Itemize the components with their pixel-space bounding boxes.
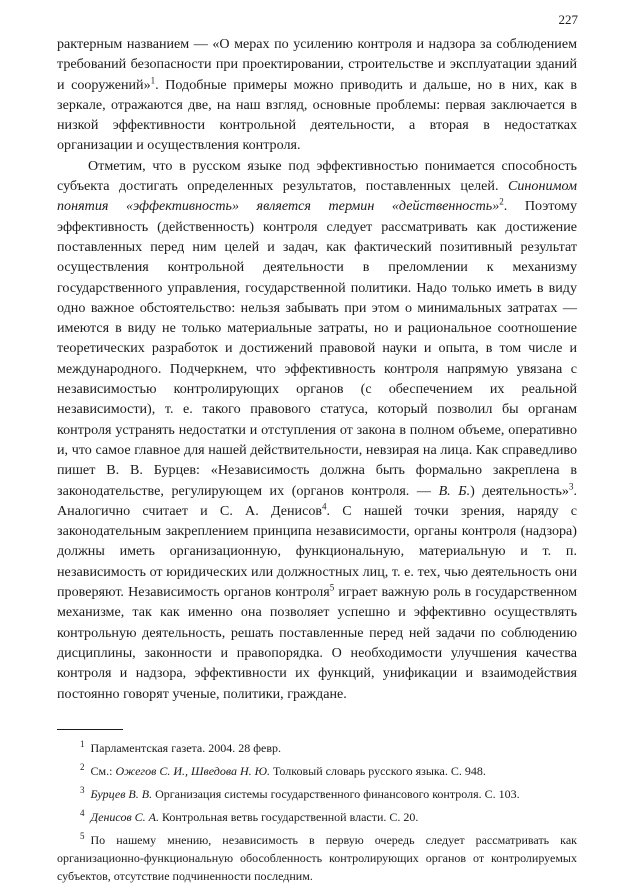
- text-run: играет важную роль в государственном механизме, так как именно она позволяет успешно и эффективно осуществлять контрольную деятельность, решать поставленные перед ней задачи по соблюдению дисциплины, законности и правопорядка. О необходимости улучшения качества контроля и надзора, эффективности их функций, унификации и взаимодействия постоянно говорят ученые, политики, граждане.: [57, 584, 577, 702]
- text-run: Организация системы государственного финансового контроля. С. 103.: [152, 787, 520, 801]
- text-run: Контрольная ветвь государственной власти. С. 20.: [158, 810, 419, 824]
- footnote-ref: 3: [568, 480, 574, 491]
- paragraph: [57, 156, 577, 704]
- footnote-ref: 4: [322, 501, 327, 512]
- italic-run: Бурцев В. В.: [90, 787, 153, 801]
- text-run: Отметим, что в русском языке под эффективностью понимается способность субъекта достигать определенных результатов, поставленных целей.: [57, 157, 577, 195]
- footnote-5: 5 По нашему мнению, независимость в первую очередь следует рассматривать как организационно-функциональную обособленность контролирующих органов от контролируемых субъектов, отсутствие подчиненности последним.: [57, 831, 577, 883]
- italic-run: В. Б.: [438, 482, 471, 499]
- italic-run: Денисов С. А.: [90, 810, 159, 824]
- text-run: По нашему мнению, независимость в первую очередь следует рассматривать как организационно-функциональную обособленность контролирующих органов от контролируемых субъектов, отсутствие подчиненности последним.: [57, 833, 577, 883]
- footnote-ref: 2: [499, 196, 504, 207]
- paragraph: [57, 34, 577, 156]
- text-run: . С нашей точки зрения, наряду с законодательным закреплением принципа независимости, органы контроля (надзора) должны иметь организационную, функциональную, материальную и т. п. независимость от юридических или должностных лиц, т. е. тех, чью деятельность они проверяют. Независимость органов контроля: [57, 502, 577, 601]
- text-run: Толковый словарь русского языка. С. 948.: [270, 764, 486, 778]
- footnote-1: 1 Парламентская газета. 2004. 28 февр.: [80, 739, 281, 755]
- footnote-ref: 1: [150, 74, 156, 85]
- text-run: . Аналогично считает и С. А. Денисов: [57, 482, 577, 519]
- page-number: 227: [558, 12, 578, 27]
- footnote-3: 3 Бурцев В. В. Организация системы государственного финансового контроля. С. 103.: [80, 785, 520, 801]
- text-run: . Поэтому эффективность (действенность) контроля следует рассматривать как достижение поставленных перед ним целей и задач, как фактический позитивный результат осуществления контрольной деятельности в преломлении к механизму государственного управления, государственной политики. Надо только иметь в виду одно важное обстоятельство: нельзя забывать при этом о минимальных затратах — имеются в виду не только материальные затраты, но и рациональное соотношение теоретических разработок и достижений правовой науки и опыта, в том числе и международного. Подчеркнем, что эффективность контроля напрямую увязана с независимостью контролирующих органов (с обеспечением их реальной независимости), т. е. такого правового статуса, который позволил бы органам контроля устранять недостатки и отступления от закона в полном объеме, оперативно и, что самое главное для нашей действительности, невзирая на лица. Как справедливо пишет В. В. Бурцев: «Независимость должна быть формально закреплена в законодательстве, регулирующем их (органов контроля. —: [57, 198, 577, 499]
- text-run: См.:: [90, 764, 116, 778]
- footnote-2: 2 См.: Ожегов С. И., Шведова Н. Ю. Толковый словарь русского языка. С. 948.: [80, 762, 486, 778]
- footnotes: [57, 739, 577, 890]
- italic-run: Ожегов С. И., Шведова Н. Ю.: [115, 764, 270, 778]
- main-text: [57, 34, 577, 704]
- text-run: . Подобные примеры можно приводить и дальше, но в них, как в зеркале, отражаются две, на наш взгляд, основные проблемы: первая заключается в низкой эффективности контрольной деятельности, а вторая в недостатках организации и осуществления контроля.: [57, 76, 577, 154]
- text-run: ) деятельность»: [470, 482, 569, 499]
- footnote-divider: [57, 729, 123, 730]
- text-run: Парламентская газета. 2004. 28 февр.: [90, 741, 281, 755]
- text-run: рактерным названием — «О мерах по усилению контроля и надзора за соблюдением требований безопасности при проектировании, строительстве и эксплуатации зданий и сооружений»: [57, 36, 577, 93]
- footnote-4: 4 Денисов С. А. Контрольная ветвь государственной власти. С. 20.: [80, 808, 419, 824]
- italic-run: Синонимом понятия «эффективность» является термин «действенность»: [57, 178, 577, 215]
- footnote-ref: 5: [329, 582, 335, 593]
